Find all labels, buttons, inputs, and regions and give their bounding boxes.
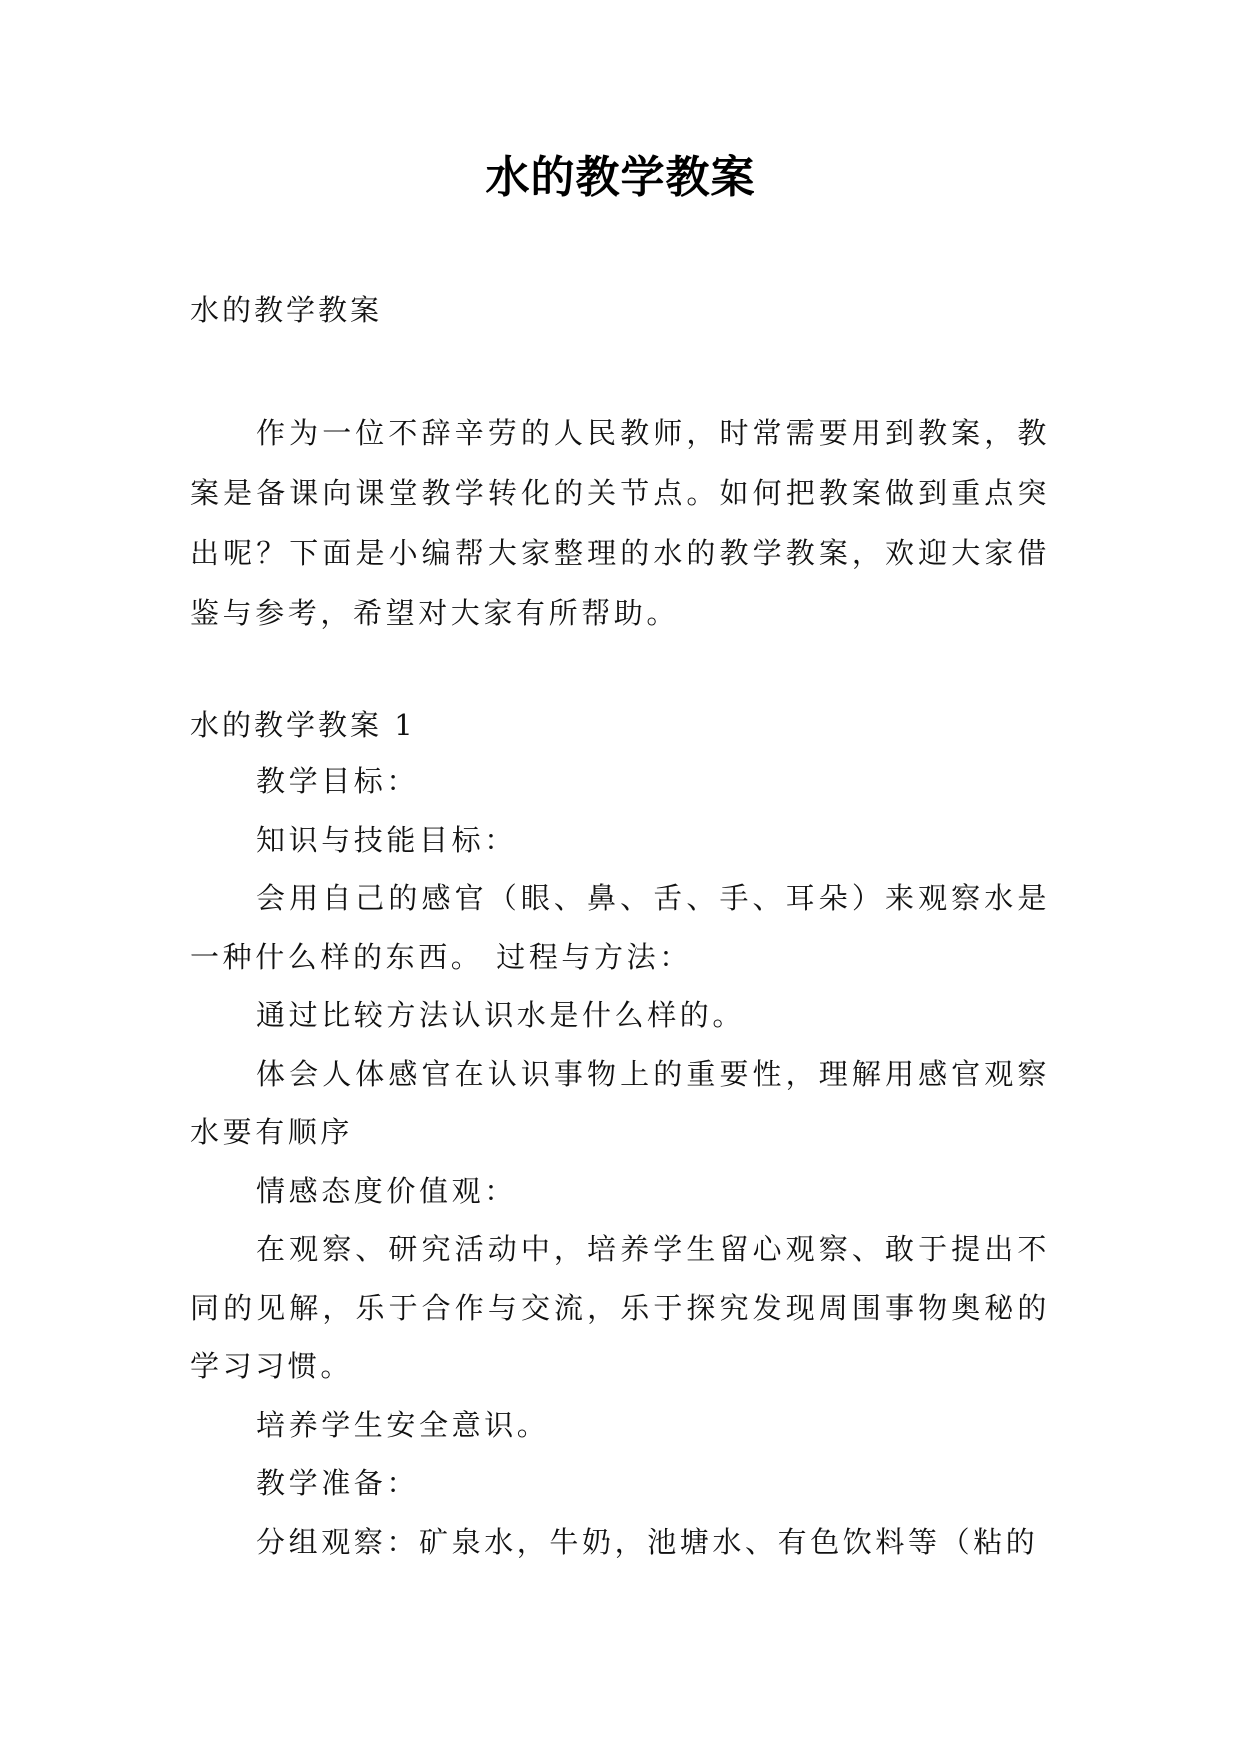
paragraph-teaching-goals: 教学目标： [256,764,420,798]
paragraph-values: 情感态度价值观： [256,1173,517,1208]
document-title: 水的教学教案 [485,152,756,203]
paragraph-sense-importance: 体会人体感官在认识事物上的重要性，理解用感官观察水要有顺序 [190,1056,1050,1149]
paragraph-senses: 会用自己的感官（眼、鼻、舌、手、耳朵）来观察水是一种什么样的东西。 过程与方法： [190,881,1050,974]
intro-paragraph: 作为一位不辞辛劳的人民教师，时常需要用到教案，教案是备课向课堂教学转化的关节点。如何把教案做到重点突出呢？下面是小编帮大家整理的水的教学教案，欢迎大家借鉴与参考，希望对大家有所帮助。 [190,416,1050,630]
paragraph-comparison: 通过比较方法认识水是什么样的。 [256,998,746,1032]
section-heading: 水的教学教案 1 [190,708,416,742]
paragraph-safety: 培养学生安全意识。 [256,1407,550,1442]
paragraph-group-observation: 分组观察：矿泉水，牛奶，池塘水、有色饮料等（粘的 [256,1524,1039,1559]
paragraph-observation-habits: 在观察、研究活动中，培养学生留心观察、敢于提出不同的见解，乐于合作与交流，乐于探究发现周围事物奥秘的学习习惯。 [190,1232,1050,1383]
paragraph-preparation: 教学准备： [256,1466,420,1500]
document-subtitle: 水的教学教案 [190,293,383,327]
paragraph-knowledge-goals: 知识与技能目标： [256,822,517,857]
section-body [190,752,1050,1571]
